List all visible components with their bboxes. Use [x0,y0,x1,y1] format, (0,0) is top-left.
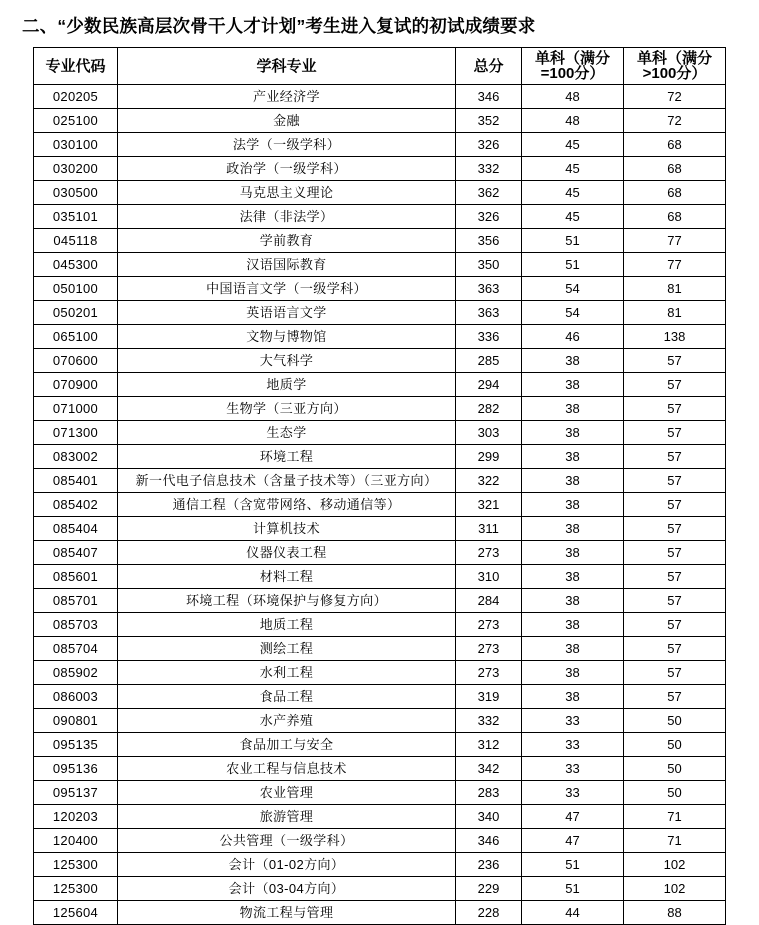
cell-major-code: 050201 [34,301,118,325]
cell-total-score: 332 [456,709,522,733]
table-row [34,637,726,661]
cell-single-over100: 68 [624,205,726,229]
cell-major-code: 070600 [34,349,118,373]
cell-discipline: 会计（01-02方向） [118,853,456,877]
table-row [34,709,726,733]
cell-total-score: 303 [456,421,522,445]
cell-major-code: 085701 [34,589,118,613]
cell-single-over100: 102 [624,877,726,901]
cell-single-100: 38 [522,637,624,661]
cell-discipline: 环境工程（环境保护与修复方向） [118,589,456,613]
cell-major-code: 045118 [34,229,118,253]
cell-single-over100: 77 [624,229,726,253]
cell-single-100: 38 [522,589,624,613]
cell-total-score: 294 [456,373,522,397]
table-row [34,469,726,493]
header-discipline: 学科专业 [118,48,456,85]
table-row [34,757,726,781]
cell-discipline: 法学（一级学科） [118,133,456,157]
cell-major-code: 120400 [34,829,118,853]
table-row [34,157,726,181]
cell-single-100: 38 [522,469,624,493]
cell-single-100: 48 [522,109,624,133]
cell-single-100: 38 [522,493,624,517]
cell-major-code: 030200 [34,157,118,181]
cell-major-code: 125604 [34,901,118,925]
cell-discipline: 水利工程 [118,661,456,685]
cell-total-score: 340 [456,805,522,829]
cell-single-over100: 138 [624,325,726,349]
cell-single-over100: 57 [624,613,726,637]
table-row [34,205,726,229]
header-single-subject-over100: 单科（满分>100分） [624,48,726,85]
cell-major-code: 125300 [34,853,118,877]
cell-major-code: 035101 [34,205,118,229]
cell-single-100: 45 [522,181,624,205]
cell-single-over100: 68 [624,157,726,181]
table-row [34,229,726,253]
table-row [34,301,726,325]
cell-discipline: 环境工程 [118,445,456,469]
header-major-code: 专业代码 [34,48,118,85]
table-row [34,277,726,301]
cell-total-score: 326 [456,133,522,157]
table-row [34,349,726,373]
cell-single-over100: 50 [624,709,726,733]
cell-discipline: 食品工程 [118,685,456,709]
cell-major-code: 071300 [34,421,118,445]
table-row [34,901,726,925]
cell-single-100: 38 [522,445,624,469]
cell-major-code: 085407 [34,541,118,565]
cell-single-100: 47 [522,805,624,829]
cell-total-score: 284 [456,589,522,613]
section-heading [22,14,737,39]
cell-single-100: 46 [522,325,624,349]
cell-single-100: 38 [522,565,624,589]
cell-single-100: 44 [522,901,624,925]
cell-single-over100: 50 [624,733,726,757]
cell-total-score: 342 [456,757,522,781]
cell-single-over100: 68 [624,181,726,205]
cell-major-code: 085404 [34,517,118,541]
cell-single-over100: 57 [624,445,726,469]
table-row [34,325,726,349]
cell-discipline: 农业管理 [118,781,456,805]
cell-total-score: 321 [456,493,522,517]
cell-total-score: 273 [456,637,522,661]
cell-major-code: 085402 [34,493,118,517]
table-row [34,781,726,805]
cell-total-score: 228 [456,901,522,925]
cell-total-score: 322 [456,469,522,493]
cell-discipline: 产业经济学 [118,85,456,109]
cell-single-over100: 68 [624,133,726,157]
table-row [34,541,726,565]
cell-total-score: 310 [456,565,522,589]
table-row [34,493,726,517]
cell-total-score: 363 [456,277,522,301]
cell-total-score: 336 [456,325,522,349]
cell-total-score: 346 [456,829,522,853]
admission-score-table [33,47,726,925]
cell-total-score: 273 [456,541,522,565]
cell-total-score: 332 [456,157,522,181]
cell-single-100: 38 [522,373,624,397]
cell-major-code: 125300 [34,877,118,901]
cell-discipline: 法律（非法学） [118,205,456,229]
cell-single-100: 38 [522,349,624,373]
cell-single-100: 38 [522,685,624,709]
cell-discipline: 中国语言文学（一级学科） [118,277,456,301]
cell-single-over100: 77 [624,253,726,277]
cell-discipline: 文物与博物馆 [118,325,456,349]
cell-single-100: 45 [522,133,624,157]
cell-discipline: 食品加工与安全 [118,733,456,757]
cell-single-100: 33 [522,757,624,781]
cell-discipline: 汉语国际教育 [118,253,456,277]
cell-total-score: 283 [456,781,522,805]
cell-single-over100: 57 [624,661,726,685]
cell-single-100: 38 [522,397,624,421]
section-title: “少数民族高层次骨干人才计划”考生进入复试的初试成绩要求 [57,16,536,36]
cell-single-over100: 57 [624,517,726,541]
cell-major-code: 020205 [34,85,118,109]
cell-major-code: 030100 [34,133,118,157]
cell-total-score: 363 [456,301,522,325]
cell-total-score: 273 [456,661,522,685]
cell-total-score: 346 [456,85,522,109]
cell-single-over100: 50 [624,757,726,781]
cell-major-code: 085704 [34,637,118,661]
cell-discipline: 马克思主义理论 [118,181,456,205]
cell-single-100: 51 [522,877,624,901]
cell-single-over100: 57 [624,469,726,493]
cell-discipline: 公共管理（一级学科） [118,829,456,853]
cell-single-over100: 72 [624,85,726,109]
cell-single-over100: 57 [624,493,726,517]
table-row [34,685,726,709]
cell-discipline: 地质工程 [118,613,456,637]
header-single-subject-100: 单科（满分=100分） [522,48,624,85]
cell-total-score: 299 [456,445,522,469]
table-row [34,589,726,613]
cell-major-code: 083002 [34,445,118,469]
table-header-row [34,48,726,85]
table-row [34,421,726,445]
cell-single-over100: 57 [624,349,726,373]
cell-single-100: 38 [522,517,624,541]
cell-major-code: 065100 [34,325,118,349]
cell-single-over100: 71 [624,805,726,829]
cell-total-score: 311 [456,517,522,541]
cell-single-100: 54 [522,277,624,301]
cell-discipline: 水产养殖 [118,709,456,733]
cell-major-code: 085902 [34,661,118,685]
cell-major-code: 025100 [34,109,118,133]
cell-single-over100: 102 [624,853,726,877]
cell-total-score: 350 [456,253,522,277]
header-total-score: 总分 [456,48,522,85]
cell-single-over100: 81 [624,301,726,325]
cell-major-code: 090801 [34,709,118,733]
table-row [34,397,726,421]
cell-single-100: 54 [522,301,624,325]
table-row [34,133,726,157]
cell-total-score: 282 [456,397,522,421]
cell-major-code: 045300 [34,253,118,277]
table-row [34,373,726,397]
cell-single-over100: 57 [624,565,726,589]
table-row [34,253,726,277]
cell-single-100: 51 [522,253,624,277]
cell-discipline: 物流工程与管理 [118,901,456,925]
table-row [34,613,726,637]
cell-total-score: 362 [456,181,522,205]
cell-single-100: 38 [522,661,624,685]
cell-single-100: 45 [522,157,624,181]
cell-single-over100: 57 [624,397,726,421]
cell-discipline: 通信工程（含宽带网络、移动通信等） [118,493,456,517]
cell-discipline: 会计（03-04方向） [118,877,456,901]
cell-single-over100: 50 [624,781,726,805]
cell-single-100: 51 [522,853,624,877]
cell-single-100: 33 [522,709,624,733]
cell-single-over100: 57 [624,541,726,565]
cell-single-100: 38 [522,541,624,565]
cell-major-code: 050100 [34,277,118,301]
cell-discipline: 材料工程 [118,565,456,589]
cell-single-100: 45 [522,205,624,229]
cell-total-score: 229 [456,877,522,901]
cell-total-score: 326 [456,205,522,229]
cell-discipline: 生物学（三亚方向） [118,397,456,421]
cell-major-code: 120203 [34,805,118,829]
cell-discipline: 计算机技术 [118,517,456,541]
cell-major-code: 095135 [34,733,118,757]
cell-single-100: 38 [522,421,624,445]
cell-total-score: 285 [456,349,522,373]
cell-single-over100: 57 [624,589,726,613]
cell-single-100: 48 [522,85,624,109]
section-number: 二、 [22,16,58,36]
cell-single-100: 51 [522,229,624,253]
cell-total-score: 356 [456,229,522,253]
cell-total-score: 352 [456,109,522,133]
cell-total-score: 312 [456,733,522,757]
table-row [34,829,726,853]
table-row [34,565,726,589]
cell-major-code: 095137 [34,781,118,805]
cell-total-score: 273 [456,613,522,637]
cell-total-score: 236 [456,853,522,877]
table-row [34,733,726,757]
cell-single-over100: 72 [624,109,726,133]
cell-major-code: 071000 [34,397,118,421]
cell-single-over100: 88 [624,901,726,925]
cell-single-over100: 57 [624,637,726,661]
table-row [34,805,726,829]
table-row [34,181,726,205]
cell-single-100: 33 [522,781,624,805]
cell-discipline: 仪器仪表工程 [118,541,456,565]
cell-major-code: 086003 [34,685,118,709]
cell-single-over100: 57 [624,685,726,709]
cell-discipline: 英语语言文学 [118,301,456,325]
cell-single-100: 33 [522,733,624,757]
cell-single-over100: 71 [624,829,726,853]
cell-discipline: 生态学 [118,421,456,445]
cell-single-over100: 81 [624,277,726,301]
cell-major-code: 070900 [34,373,118,397]
table-row [34,853,726,877]
cell-major-code: 085601 [34,565,118,589]
cell-major-code: 085401 [34,469,118,493]
table-row [34,517,726,541]
table-body [34,85,726,925]
cell-discipline: 政治学（一级学科） [118,157,456,181]
cell-discipline: 新一代电子信息技术（含量子技术等）（三亚方向） [118,469,456,493]
cell-discipline: 旅游管理 [118,805,456,829]
table-row [34,661,726,685]
cell-single-over100: 57 [624,373,726,397]
cell-single-over100: 57 [624,421,726,445]
table-row [34,109,726,133]
cell-discipline: 大气科学 [118,349,456,373]
table-row [34,877,726,901]
table-row [34,85,726,109]
cell-single-100: 38 [522,613,624,637]
cell-single-100: 47 [522,829,624,853]
cell-major-code: 030500 [34,181,118,205]
cell-discipline: 测绘工程 [118,637,456,661]
cell-discipline: 农业工程与信息技术 [118,757,456,781]
cell-discipline: 金融 [118,109,456,133]
cell-discipline: 地质学 [118,373,456,397]
cell-major-code: 095136 [34,757,118,781]
table-row [34,445,726,469]
cell-major-code: 085703 [34,613,118,637]
cell-discipline: 学前教育 [118,229,456,253]
cell-total-score: 319 [456,685,522,709]
